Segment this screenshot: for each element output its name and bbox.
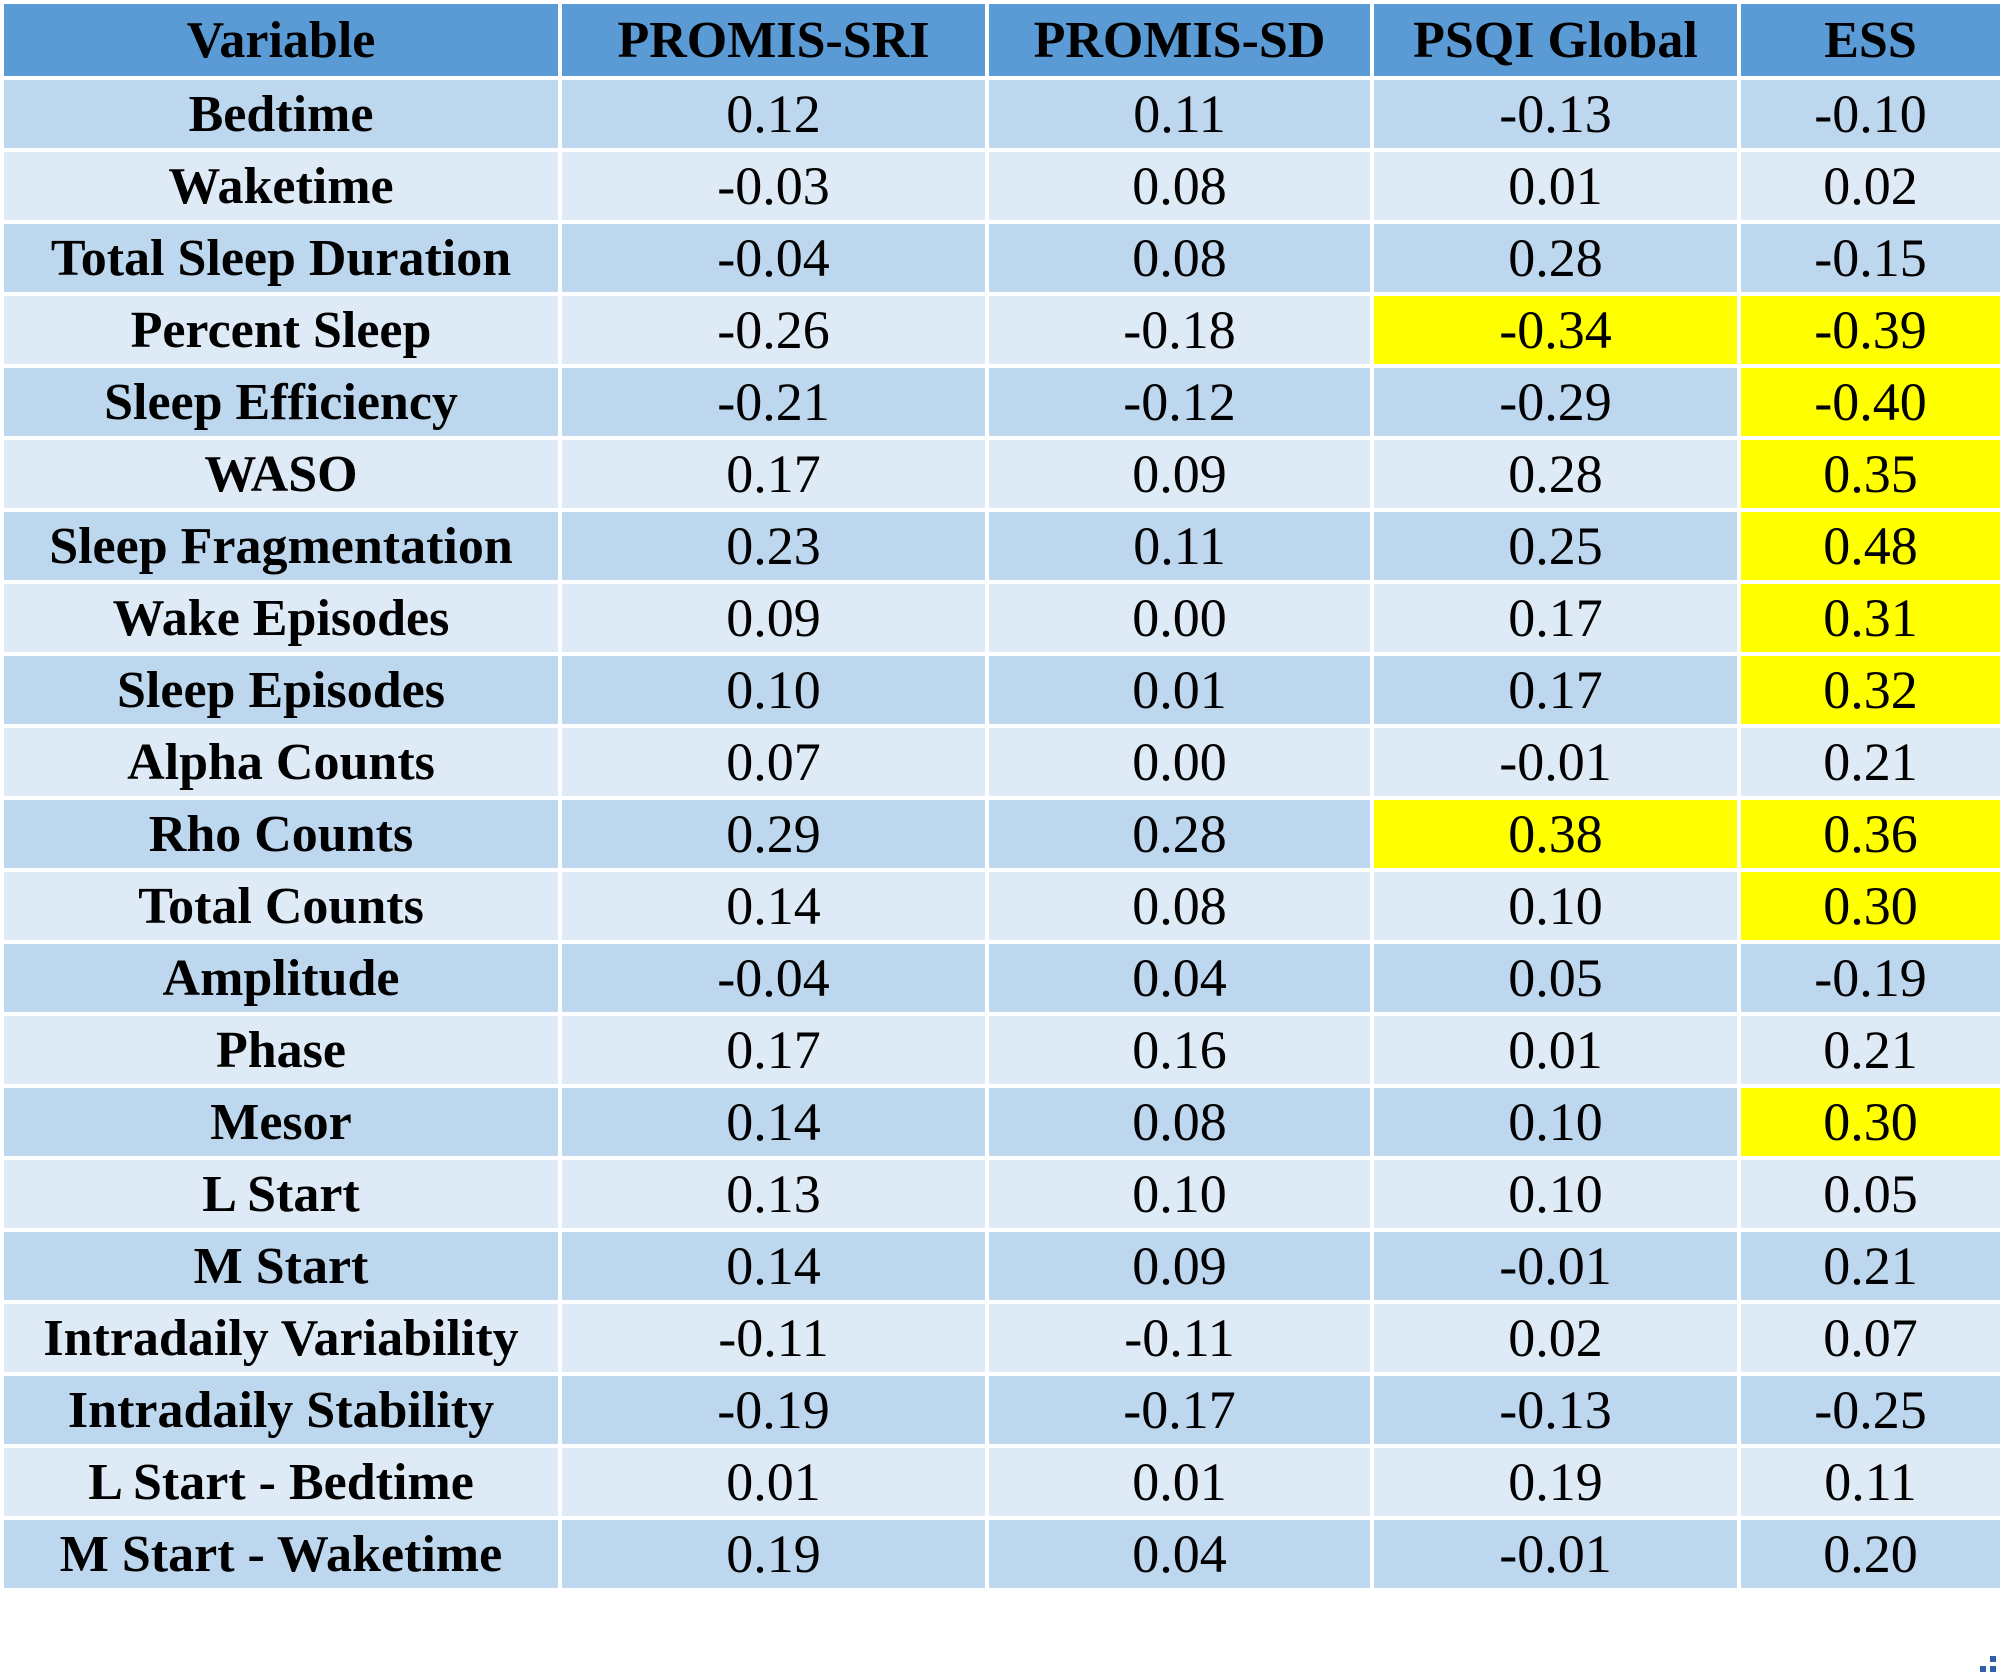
header-promis-sd: PROMIS-SD [987,2,1372,78]
table-row [2,1014,2000,1086]
cell-promis-sri: 0.19 [560,1518,987,1590]
cell-psqi-global: 0.38 [1372,798,1739,870]
cell-variable: Sleep Efficiency [2,366,560,438]
cell-promis-sri: 0.10 [560,654,987,726]
cell-promis-sri: 0.17 [560,1014,987,1086]
cell-psqi-global: -0.13 [1372,78,1739,150]
cell-promis-sd: 0.16 [987,1014,1372,1086]
cell-psqi-global: 0.25 [1372,510,1739,582]
cell-variable: Sleep Fragmentation [2,510,560,582]
cell-psqi-global: -0.01 [1372,1518,1739,1590]
cell-variable: Mesor [2,1086,560,1158]
cell-promis-sri: -0.04 [560,942,987,1014]
cell-promis-sd: 0.00 [987,726,1372,798]
cell-variable: Waketime [2,150,560,222]
cell-promis-sd: 0.28 [987,798,1372,870]
header-row [2,2,2000,78]
cell-variable: Phase [2,1014,560,1086]
cell-promis-sd: 0.09 [987,438,1372,510]
table-body [2,78,2000,1590]
cell-psqi-global: -0.01 [1372,726,1739,798]
header-ess: ESS [1739,2,2000,78]
cell-promis-sd: -0.11 [987,1302,1372,1374]
table-row [2,1518,2000,1590]
table-row [2,510,2000,582]
cell-promis-sri: -0.03 [560,150,987,222]
cell-promis-sd: -0.18 [987,294,1372,366]
cell-ess: 0.05 [1739,1158,2000,1230]
cell-psqi-global: -0.29 [1372,366,1739,438]
cell-ess: 0.32 [1739,654,2000,726]
table-row [2,78,2000,150]
cell-ess: 0.21 [1739,1230,2000,1302]
cell-ess: 0.36 [1739,798,2000,870]
header-promis-sri: PROMIS-SRI [560,2,987,78]
cell-ess: -0.15 [1739,222,2000,294]
cell-promis-sd: 0.00 [987,582,1372,654]
cell-variable: L Start [2,1158,560,1230]
table-row [2,798,2000,870]
cell-psqi-global: 0.02 [1372,1302,1739,1374]
cell-variable: Bedtime [2,78,560,150]
cell-ess: 0.48 [1739,510,2000,582]
cell-variable: Percent Sleep [2,294,560,366]
cell-promis-sd: 0.10 [987,1158,1372,1230]
resize-grip-icon[interactable] [1980,1656,1996,1672]
cell-ess: 0.30 [1739,870,2000,942]
cell-ess: -0.19 [1739,942,2000,1014]
cell-promis-sri: 0.12 [560,78,987,150]
cell-promis-sd: 0.08 [987,870,1372,942]
cell-variable: Total Sleep Duration [2,222,560,294]
cell-variable: Rho Counts [2,798,560,870]
cell-promis-sri: -0.26 [560,294,987,366]
cell-variable: Sleep Episodes [2,654,560,726]
cell-psqi-global: 0.01 [1372,1014,1739,1086]
cell-ess: 0.30 [1739,1086,2000,1158]
cell-variable: Amplitude [2,942,560,1014]
cell-variable: WASO [2,438,560,510]
table-row [2,582,2000,654]
cell-psqi-global: 0.28 [1372,222,1739,294]
cell-psqi-global: 0.10 [1372,870,1739,942]
cell-psqi-global: 0.05 [1372,942,1739,1014]
cell-variable: L Start - Bedtime [2,1446,560,1518]
cell-promis-sd: 0.08 [987,150,1372,222]
cell-promis-sri: 0.14 [560,870,987,942]
cell-psqi-global: 0.19 [1372,1446,1739,1518]
cell-promis-sri: 0.14 [560,1230,987,1302]
table-row [2,942,2000,1014]
cell-ess: 0.31 [1739,582,2000,654]
cell-psqi-global: 0.28 [1372,438,1739,510]
cell-promis-sri: 0.09 [560,582,987,654]
cell-promis-sri: -0.19 [560,1374,987,1446]
cell-promis-sd: 0.11 [987,510,1372,582]
cell-ess: -0.25 [1739,1374,2000,1446]
cell-psqi-global: 0.17 [1372,654,1739,726]
cell-promis-sri: 0.29 [560,798,987,870]
cell-psqi-global: 0.10 [1372,1086,1739,1158]
table-header [2,2,2000,78]
cell-ess: 0.07 [1739,1302,2000,1374]
cell-variable: Total Counts [2,870,560,942]
cell-psqi-global: 0.10 [1372,1158,1739,1230]
table-row [2,1158,2000,1230]
cell-promis-sri: 0.17 [560,438,987,510]
cell-promis-sd: 0.01 [987,1446,1372,1518]
cell-variable: M Start - Waketime [2,1518,560,1590]
cell-promis-sri: -0.04 [560,222,987,294]
table-row [2,654,2000,726]
table-row [2,150,2000,222]
table-row [2,222,2000,294]
cell-psqi-global: 0.17 [1372,582,1739,654]
cell-variable: M Start [2,1230,560,1302]
cell-variable: Alpha Counts [2,726,560,798]
cell-variable: Intradaily Variability [2,1302,560,1374]
cell-promis-sri: 0.14 [560,1086,987,1158]
cell-promis-sd: 0.11 [987,78,1372,150]
cell-promis-sd: 0.01 [987,654,1372,726]
cell-promis-sd: -0.12 [987,366,1372,438]
cell-promis-sd: 0.08 [987,1086,1372,1158]
cell-ess: 0.21 [1739,726,2000,798]
table-row [2,1230,2000,1302]
cell-promis-sri: 0.23 [560,510,987,582]
cell-promis-sri: -0.21 [560,366,987,438]
cell-ess: -0.10 [1739,78,2000,150]
header-psqi-global: PSQI Global [1372,2,1739,78]
cell-ess: -0.40 [1739,366,2000,438]
cell-promis-sd: 0.04 [987,1518,1372,1590]
table-row [2,294,2000,366]
cell-promis-sd: -0.17 [987,1374,1372,1446]
cell-psqi-global: -0.13 [1372,1374,1739,1446]
cell-psqi-global: 0.01 [1372,150,1739,222]
cell-ess: -0.39 [1739,294,2000,366]
cell-ess: 0.35 [1739,438,2000,510]
cell-promis-sri: 0.13 [560,1158,987,1230]
table-row [2,1302,2000,1374]
header-variable: Variable [2,2,560,78]
cell-promis-sri: 0.01 [560,1446,987,1518]
cell-promis-sd: 0.09 [987,1230,1372,1302]
table-row [2,870,2000,942]
cell-promis-sri: 0.07 [560,726,987,798]
table-row [2,438,2000,510]
cell-promis-sd: 0.04 [987,942,1372,1014]
cell-promis-sri: -0.11 [560,1302,987,1374]
cell-psqi-global: -0.01 [1372,1230,1739,1302]
table-row [2,726,2000,798]
cell-psqi-global: -0.34 [1372,294,1739,366]
table-row [2,1446,2000,1518]
table-row [2,1086,2000,1158]
cell-variable: Wake Episodes [2,582,560,654]
cell-ess: 0.21 [1739,1014,2000,1086]
cell-variable: Intradaily Stability [2,1374,560,1446]
cell-ess: 0.02 [1739,150,2000,222]
table-row [2,1374,2000,1446]
cell-ess: 0.11 [1739,1446,2000,1518]
cell-promis-sd: 0.08 [987,222,1372,294]
cell-ess: 0.20 [1739,1518,2000,1590]
table-row [2,366,2000,438]
